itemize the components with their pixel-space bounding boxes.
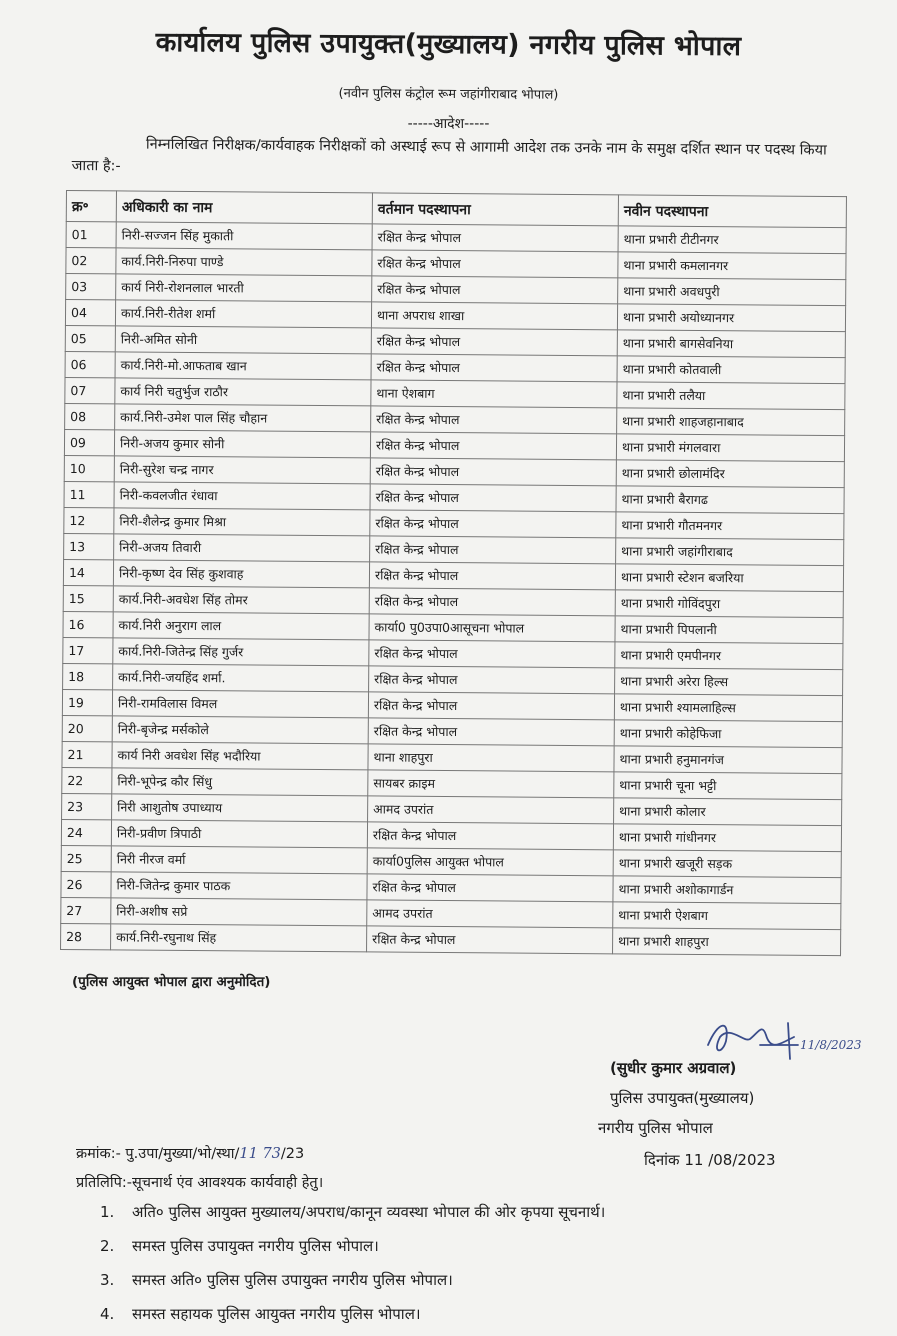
current-posting-cell: रक्षित केन्द्र भोपाल bbox=[370, 484, 616, 512]
current-posting-cell: रक्षित केन्द्र भोपाल bbox=[372, 224, 618, 252]
current-posting-cell: थाना अपराध शाखा bbox=[371, 302, 617, 330]
new-posting-cell: थाना प्रभारी कोहेफिजा bbox=[614, 720, 842, 748]
copy-to-item bbox=[100, 1200, 605, 1234]
officer-name-cell: कार्य निरी चतुर्भुज राठौर bbox=[115, 378, 371, 406]
serial-cell: 15 bbox=[63, 585, 113, 611]
officer-name-cell: निरी-जितेन्द्र कुमार पाठक bbox=[111, 872, 367, 900]
officer-name-cell: कार्य.निरी-जितेन्द्र सिंह गुर्जर bbox=[113, 638, 369, 666]
serial-cell: 09 bbox=[64, 429, 114, 455]
officer-name-cell: कार्य निरी अवधेश सिंह भदौरिया bbox=[112, 742, 368, 770]
serial-cell: 07 bbox=[65, 377, 115, 403]
officer-name-cell: निरी-अशीष सप्रे bbox=[111, 898, 367, 926]
new-posting-cell: थाना प्रभारी एमपीनगर bbox=[615, 642, 843, 670]
serial-cell: 25 bbox=[61, 845, 111, 871]
copy-to-item-text: समस्त पुलिस उपायुक्त नगरीय पुलिस भोपाल। bbox=[132, 1237, 379, 1255]
current-posting-cell: सायबर क्राइम bbox=[368, 770, 614, 798]
serial-cell: 05 bbox=[65, 325, 115, 351]
serial-cell: 17 bbox=[63, 637, 113, 663]
current-posting-cell: कार्या0 पु0उपा0आसूचना भोपाल bbox=[369, 614, 615, 642]
new-posting-cell: थाना प्रभारी अवधपुरी bbox=[618, 278, 846, 306]
current-posting-cell: रक्षित केन्द्र भोपाल bbox=[371, 328, 617, 356]
new-posting-cell: थाना प्रभारी तलैया bbox=[617, 382, 845, 410]
new-posting-cell: थाना प्रभारी हनुमानगंज bbox=[614, 746, 842, 774]
posting-table bbox=[60, 190, 847, 956]
serial-cell: 11 bbox=[64, 481, 114, 507]
current-posting-cell: रक्षित केन्द्र भोपाल bbox=[367, 874, 613, 902]
new-posting-cell: थाना प्रभारी छोलामंदिर bbox=[616, 460, 844, 488]
serial-cell: 10 bbox=[64, 455, 114, 481]
new-posting-cell: थाना प्रभारी शाहजहानाबाद bbox=[617, 408, 845, 436]
current-posting-cell: थाना ऐशबाग bbox=[371, 380, 617, 408]
serial-cell: 12 bbox=[64, 507, 114, 533]
reference-prefix: क्रमांक:- पु.उपा/मुख्या/भो/स्था/ bbox=[76, 1146, 240, 1162]
current-posting-cell: थाना शाहपुरा bbox=[368, 744, 614, 772]
copy-to-item-text: अति० पुलिस आयुक्त मुख्यालय/अपराध/कानून व्यवस्था भोपाल की ओर कृपया सूचनार्थ। bbox=[132, 1203, 606, 1221]
copy-to-label: प्रतिलिपि:-सूचनार्थ एंव आवश्यक कार्यवाही हेतु। bbox=[76, 1175, 324, 1191]
serial-cell: 19 bbox=[62, 689, 112, 715]
serial-cell: 08 bbox=[65, 403, 115, 429]
header-officer-name: अधिकारी का नाम bbox=[116, 191, 372, 224]
reference-number bbox=[76, 1143, 304, 1163]
new-posting-cell: थाना प्रभारी गोविंदपुरा bbox=[615, 590, 843, 618]
current-posting-cell: रक्षित केन्द्र भोपाल bbox=[370, 432, 616, 460]
current-posting-cell: रक्षित केन्द्र भोपाल bbox=[370, 510, 616, 538]
copy-to-item-number: 1. bbox=[100, 1203, 115, 1221]
serial-cell: 22 bbox=[62, 767, 112, 793]
copy-to-item-text: समस्त अति० पुलिस पुलिस उपायुक्त नगरीय पुलिस भोपाल। bbox=[132, 1271, 453, 1289]
new-posting-cell: थाना प्रभारी कोतवाली bbox=[617, 356, 845, 384]
new-posting-cell: थाना प्रभारी कोलार bbox=[614, 798, 842, 826]
serial-cell: 01 bbox=[66, 222, 116, 248]
serial-cell: 16 bbox=[63, 611, 113, 637]
table-row bbox=[61, 923, 841, 955]
current-posting-cell: रक्षित केन्द्र भोपाल bbox=[371, 354, 617, 382]
current-posting-cell: रक्षित केन्द्र भोपाल bbox=[372, 276, 618, 304]
approval-note: (पुलिस आयुक्त भोपाल द्वारा अनुमोदित) bbox=[72, 974, 271, 990]
officer-name-cell: निरी नीरज वर्मा bbox=[111, 846, 367, 874]
signatory-office: नगरीय पुलिस भोपाल bbox=[598, 1119, 713, 1137]
current-posting-cell: रक्षित केन्द्र भोपाल bbox=[372, 250, 618, 278]
officer-name-cell: निरी-रामविलास विमल bbox=[112, 690, 368, 718]
officer-name-cell: कार्य निरी-रोशनलाल भारती bbox=[116, 274, 372, 302]
officer-name-cell: निरी-अमित सोनी bbox=[115, 326, 371, 354]
current-posting-cell: आमद उपरांत bbox=[367, 900, 613, 928]
officer-name-cell: कार्य.निरी अनुराग लाल bbox=[113, 612, 369, 640]
new-posting-cell: थाना प्रभारी गौतमनगर bbox=[616, 512, 844, 540]
officer-name-cell: निरी-प्रवीण त्रिपाठी bbox=[111, 820, 367, 848]
copy-to-item bbox=[100, 1268, 605, 1302]
copy-to-item-number: 4. bbox=[100, 1305, 115, 1323]
serial-cell: 14 bbox=[63, 559, 113, 585]
serial-cell: 20 bbox=[62, 715, 112, 741]
new-posting-cell: थाना प्रभारी पिपलानी bbox=[615, 616, 843, 644]
reference-handwritten-number: 11 73 bbox=[239, 1146, 281, 1162]
office-title: कार्यालय पुलिस उपायुक्त(मुख्यालय) नगरीय पुलिस भोपाल bbox=[155, 26, 742, 63]
copy-to-list bbox=[100, 1200, 605, 1336]
current-posting-cell: रक्षित केन्द्र भोपाल bbox=[368, 692, 614, 720]
current-posting-cell: रक्षित केन्द्र भोपाल bbox=[369, 640, 615, 668]
officer-name-cell: कार्य.निरी-रघुनाथ सिंह bbox=[111, 924, 367, 952]
new-posting-cell: थाना प्रभारी श्यामलाहिल्स bbox=[614, 694, 842, 722]
current-posting-cell: आमद उपरांत bbox=[368, 796, 614, 824]
serial-cell: 03 bbox=[66, 274, 116, 300]
current-posting-cell: रक्षित केन्द्र भोपाल bbox=[370, 536, 616, 564]
order-heading: -----आदेश----- bbox=[407, 116, 490, 132]
signatory-designation: पुलिस उपायुक्त(मुख्यालय) bbox=[610, 1089, 755, 1107]
officer-name-cell: निरी-सज्जन सिंह मुकाती bbox=[116, 222, 372, 250]
current-posting-cell: कार्या0पुलिस आयुक्त भोपाल bbox=[367, 848, 613, 876]
table-body bbox=[61, 222, 847, 956]
current-posting-cell: रक्षित केन्द्र भोपाल bbox=[370, 458, 616, 486]
new-posting-cell: थाना प्रभारी ऐशबाग bbox=[613, 902, 841, 930]
header-current-posting: वर्तमान पदस्थापना bbox=[372, 193, 618, 226]
serial-cell: 18 bbox=[63, 663, 113, 689]
new-posting-cell: थाना प्रभारी बागसेवनिया bbox=[617, 330, 845, 358]
new-posting-cell: थाना प्रभारी खजूरी सड़क bbox=[613, 850, 841, 878]
new-posting-cell: थाना प्रभारी अरेरा हिल्स bbox=[615, 668, 843, 696]
new-posting-cell: थाना प्रभारी गांधीनगर bbox=[613, 824, 841, 852]
header-new-posting: नवीन पदस्थापना bbox=[618, 195, 846, 228]
officer-name-cell: निरी-बृजेन्द्र मर्सकोले bbox=[112, 716, 368, 744]
officer-name-cell: कार्य.निरी-उमेश पाल सिंह चौहान bbox=[115, 404, 371, 432]
intro-paragraph: निम्नलिखित निरीक्षक/कार्यवाहक निरीक्षकों को अस्थाई रूप से आगामी आदेश तक उनके नाम के समुक्ष दर्शित स्थान पर पदस्थ किया जाता है:- bbox=[71, 136, 827, 175]
officer-name-cell: निरी-शैलेन्द्र कुमार मिश्रा bbox=[114, 508, 370, 536]
new-posting-cell: थाना प्रभारी स्टेशन बजरिया bbox=[615, 564, 843, 592]
issue-date: दिनांक 11 /08/2023 bbox=[644, 1151, 776, 1169]
officer-name-cell: कार्य.निरी-रीतेश शर्मा bbox=[115, 300, 371, 328]
signatory-name: (सुधीर कुमार अग्रवाल) bbox=[610, 1059, 737, 1077]
new-posting-cell: थाना प्रभारी जहांगीराबाद bbox=[616, 538, 844, 566]
officer-name-cell: निरी-अजय कुमार सोनी bbox=[114, 430, 370, 458]
new-posting-cell: थाना प्रभारी टीटीनगर bbox=[618, 226, 846, 254]
serial-cell: 28 bbox=[61, 923, 111, 949]
copy-to-item bbox=[100, 1302, 605, 1336]
serial-cell: 13 bbox=[64, 533, 114, 559]
new-posting-cell: थाना प्रभारी चूना भट्टी bbox=[614, 772, 842, 800]
officer-name-cell: निरी-भूपेन्द्र कौर सिंधु bbox=[112, 768, 368, 796]
current-posting-cell: रक्षित केन्द्र भोपाल bbox=[369, 588, 615, 616]
serial-cell: 23 bbox=[62, 793, 112, 819]
new-posting-cell: थाना प्रभारी अयोध्यानगर bbox=[617, 304, 845, 332]
serial-cell: 27 bbox=[61, 897, 111, 923]
current-posting-cell: रक्षित केन्द्र भोपाल bbox=[369, 562, 615, 590]
copy-to-item-number: 2. bbox=[100, 1237, 115, 1255]
current-posting-cell: रक्षित केन्द्र भोपाल bbox=[368, 718, 614, 746]
officer-name-cell: कार्य.निरी-जयहिंद शर्मा. bbox=[113, 664, 369, 692]
current-posting-cell: रक्षित केन्द्र भोपाल bbox=[367, 822, 613, 850]
serial-cell: 24 bbox=[61, 819, 111, 845]
officer-name-cell: निरी-कवलजीत रंधावा bbox=[114, 482, 370, 510]
serial-cell: 04 bbox=[65, 300, 115, 326]
reference-suffix: /23 bbox=[280, 1146, 305, 1162]
officer-name-cell: कार्य.निरी-अवधेश सिंह तोमर bbox=[113, 586, 369, 614]
officer-name-cell: निरी आशुतोष उपाध्याय bbox=[112, 794, 368, 822]
current-posting-cell: रक्षित केन्द्र भोपाल bbox=[371, 406, 617, 434]
signature-date: 11/8/2023 bbox=[800, 1038, 862, 1052]
new-posting-cell: थाना प्रभारी मंगलवारा bbox=[616, 434, 844, 462]
serial-cell: 06 bbox=[65, 351, 115, 377]
new-posting-cell: थाना प्रभारी शाहपुरा bbox=[613, 928, 841, 956]
serial-cell: 02 bbox=[66, 248, 116, 274]
new-posting-cell: थाना प्रभारी अशोकागार्डन bbox=[613, 876, 841, 904]
posting-table-wrapper bbox=[60, 190, 846, 956]
office-address: (नवीन पुलिस कंट्रोल रूम जहांगीराबाद भोपाल) bbox=[338, 86, 559, 103]
serial-cell: 21 bbox=[62, 741, 112, 767]
serial-cell: 26 bbox=[61, 871, 111, 897]
officer-name-cell: कार्य.निरी-मो.आफताब खान bbox=[115, 352, 371, 380]
header-serial: क्र॰ bbox=[66, 191, 116, 222]
copy-to-item-number: 3. bbox=[100, 1271, 115, 1289]
officer-name-cell: कार्य.निरी-निरुपा पाण्डे bbox=[116, 248, 372, 276]
officer-name-cell: निरी-सुरेश चन्द्र नागर bbox=[114, 456, 370, 484]
officer-name-cell: निरी-कृष्ण देव सिंह कुशवाह bbox=[113, 560, 369, 588]
copy-to-item bbox=[100, 1234, 605, 1268]
new-posting-cell: थाना प्रभारी कमलानगर bbox=[618, 252, 846, 280]
copy-to-item-text: समस्त सहायक पुलिस आयुक्त नगरीय पुलिस भोपाल। bbox=[132, 1305, 421, 1323]
new-posting-cell: थाना प्रभारी बैरागढ bbox=[616, 486, 844, 514]
current-posting-cell: रक्षित केन्द्र भोपाल bbox=[367, 926, 613, 954]
officer-name-cell: निरी-अजय तिवारी bbox=[114, 534, 370, 562]
current-posting-cell: रक्षित केन्द्र भोपाल bbox=[369, 666, 615, 694]
